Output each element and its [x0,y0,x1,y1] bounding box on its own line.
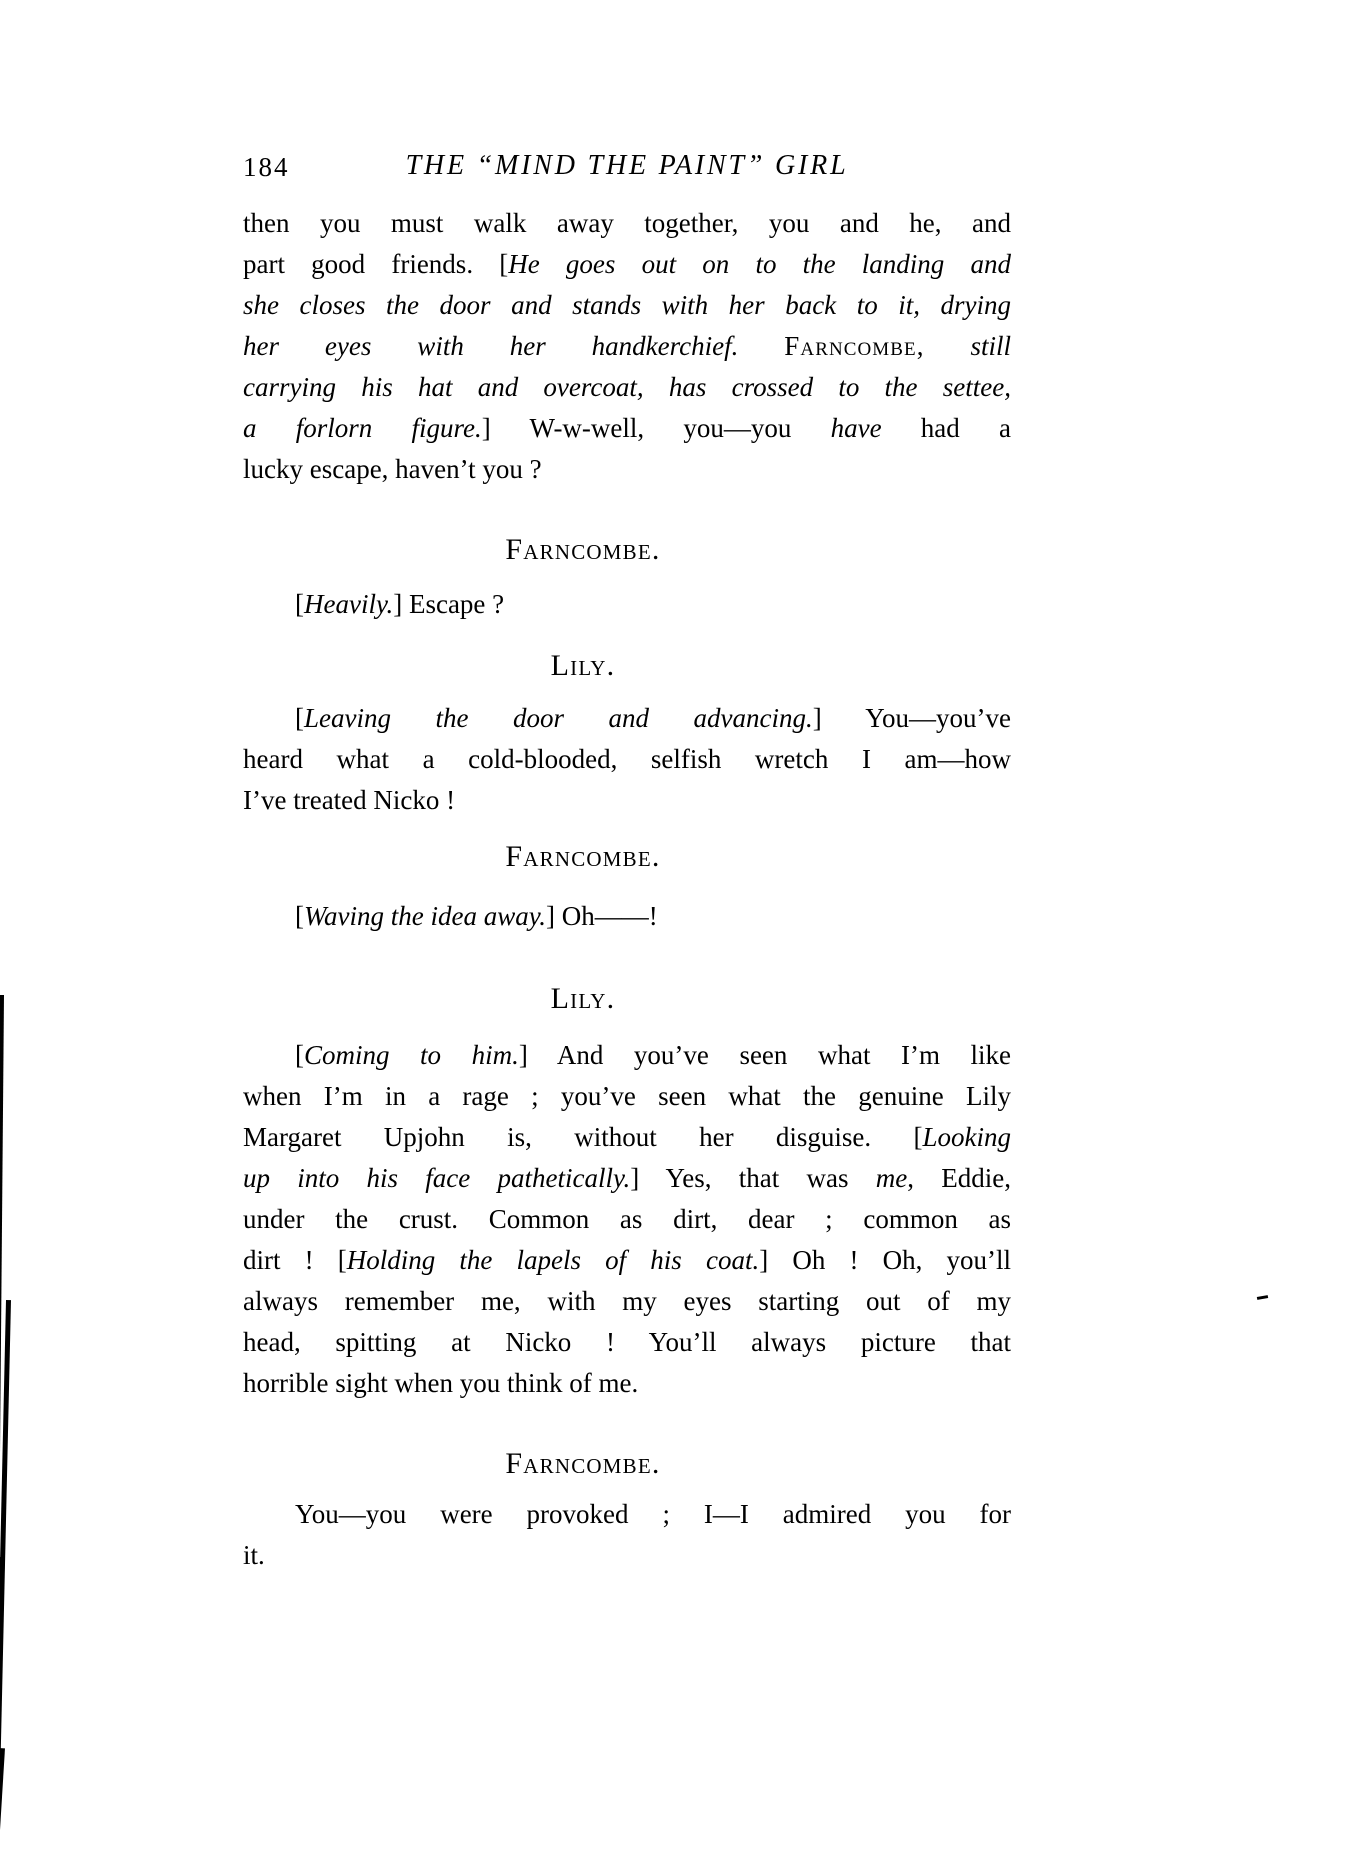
dialogue-text: ] Yes, that was [630,1163,876,1193]
text-line [243,896,1011,937]
speech-block [243,1494,1011,1576]
text-column [243,0,1011,1576]
dialogue-text: lucky escape, haven’t you ? [243,454,542,484]
dialogue-text: [ [295,703,304,733]
text-line [243,285,1011,326]
dialogue-text: part good friends. [ [243,249,509,279]
dialogue-text: head, spitting at Nicko ! You’ll always picture that [243,1327,1011,1357]
text-line [243,244,1011,285]
dialogue-text: then you must walk away together, you and he, and [243,208,1011,238]
dialogue-text: under the crust. Common as dirt, dear ; common as [243,1204,1011,1234]
text-line [243,1363,1011,1404]
speech-block [243,698,1011,821]
stage-direction-text: Coming to him. [304,1040,519,1070]
character-name: Lily. [550,982,616,1015]
text-line [243,1494,1011,1535]
stage-direction-text: still [924,331,1011,361]
character-heading [243,836,923,877]
text-line [243,739,1011,780]
stage-direction-text: her eyes with her handkerchief. [243,331,785,361]
text-line [243,780,1011,821]
text-line [243,408,1011,449]
stage-direction-text: a forlorn figure. [243,413,482,443]
character-heading [243,529,923,570]
speech-block [243,584,1011,625]
character-name: Farncombe. [505,1447,661,1480]
dialogue-text: [ [295,901,304,931]
stage-direction-text: Looking [922,1122,1011,1152]
character-name: Lily. [550,649,616,682]
scan-artifact-line [0,1748,5,1870]
dialogue-text: You—you were provoked ; I—I admired you for [295,1499,1011,1529]
text-line [243,1535,1011,1576]
speech-block [243,1035,1011,1404]
stage-direction-text: Holding the lapels of his coat. [346,1245,760,1275]
stage-direction-text: carrying his hat and overcoat, has crossed to the settee, [243,372,1011,402]
text-line [243,1240,1011,1281]
dialogue-text: it. [243,1540,265,1570]
page-number: 184 [243,152,290,182]
stage-direction-text: have [830,413,882,443]
text-line [243,326,1011,367]
dialogue-text: ] You—you’ve [812,703,1012,733]
text-line [243,367,1011,408]
character-heading [243,978,923,1019]
text-line [243,1035,1011,1076]
dialogue-text: heard what a cold-blooded, selfish wretch I am—how [243,744,1011,774]
text-line [243,1199,1011,1240]
dialogue-text: [ [295,589,304,619]
character-name-text: Farncombe, [784,331,925,361]
dialogue-text: when I’m in a rage ; you’ve seen what the genuine Lily [243,1081,1011,1111]
page-header [243,150,1011,184]
dialogue-text: had a [881,413,1011,443]
character-heading [243,645,923,686]
text-line [243,449,1011,490]
dialogue-text: [ [295,1040,304,1070]
text-line [243,1322,1011,1363]
text-line [243,1117,1011,1158]
stage-direction-text: up into his face pathetically. [243,1163,631,1193]
dialogue-text: , Eddie, [907,1163,1011,1193]
dialogue-text: dirt ! [ [243,1245,347,1275]
text-line [243,203,1011,244]
text-line [243,698,1011,739]
stage-direction-text: Waving the idea away. [304,901,546,931]
scan-artifact-mark [1257,1295,1268,1300]
dialogue-text: ] And you’ve seen what I’m like [518,1040,1011,1070]
stage-direction-text: Leaving the door and advancing. [304,703,813,733]
speech-block [243,896,1011,937]
dialogue-text: ] Oh——! [545,901,658,931]
stage-direction-text: she closes the door and stands with her back to it, drying [243,290,1011,320]
dialogue-text: I’ve treated Nicko ! [243,785,456,815]
text-line [243,1076,1011,1117]
text-line [243,1281,1011,1322]
text-line [243,1158,1011,1199]
dialogue-text: ] Escape ? [393,589,505,619]
stage-direction-text: Heavily. [304,589,394,619]
speech-continuation [243,203,1011,490]
character-name: Farncombe. [505,840,661,873]
stage-direction-text: me [875,1163,908,1193]
dialogue-text: ] W-w-well, you—you [481,413,831,443]
dialogue-text: ] Oh ! Oh, you’ll [759,1245,1011,1275]
dialogue-text: Margaret Upjohn is, without her disguise. [ [243,1122,923,1152]
dialogue-text: horrible sight when you think of me. [243,1368,639,1398]
running-title: THE “MIND THE PAINT” GIRL [405,150,849,181]
dialogue-text: always remember me, with my eyes starting out of my [243,1286,1011,1316]
character-heading [243,1443,923,1484]
stage-direction-text: He goes out on to the landing and [508,249,1011,279]
text-line [243,584,1011,625]
character-name: Farncombe. [505,533,661,566]
